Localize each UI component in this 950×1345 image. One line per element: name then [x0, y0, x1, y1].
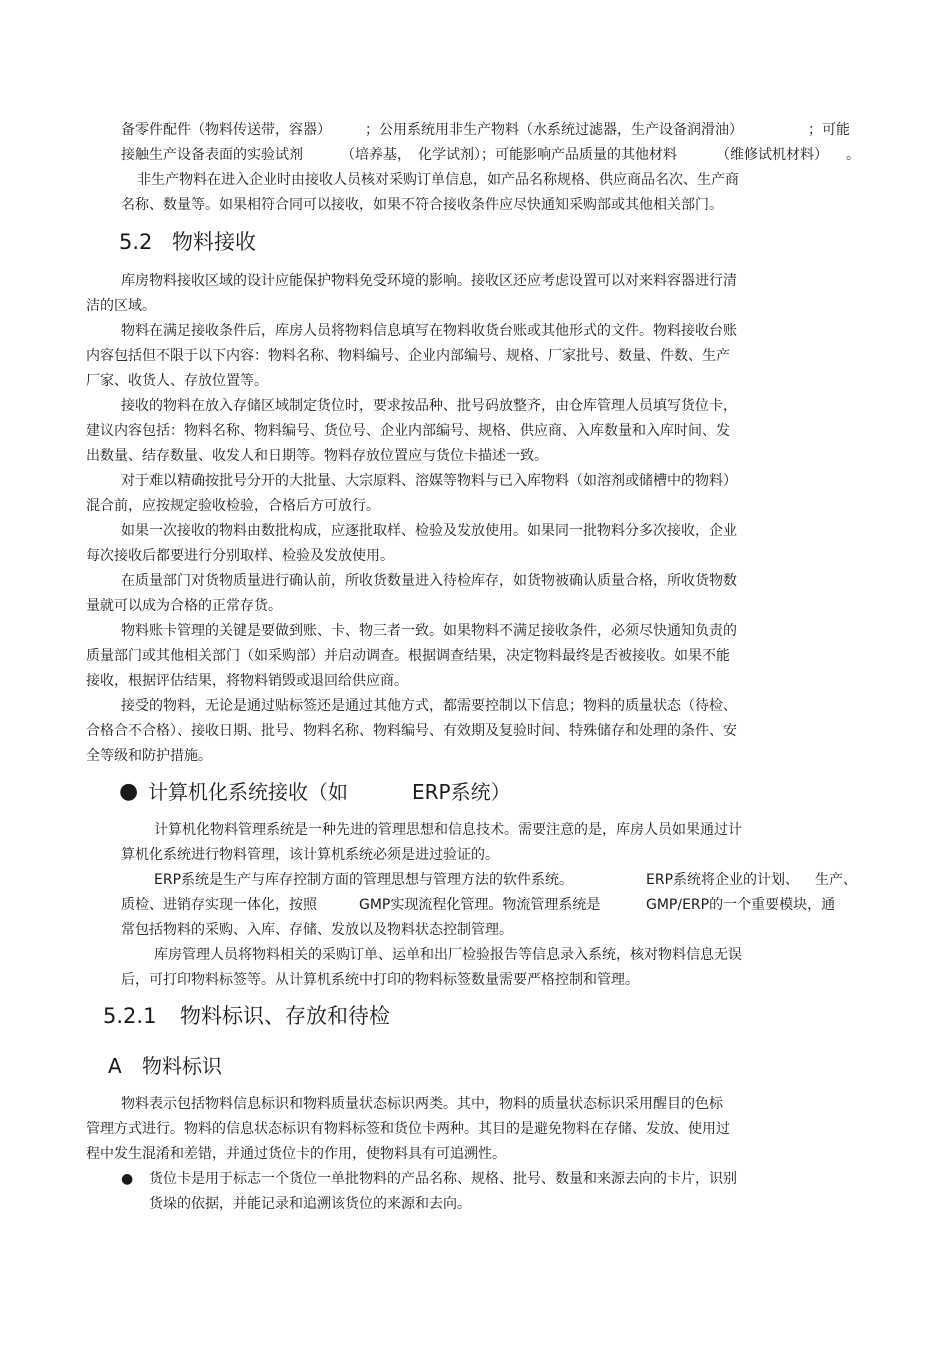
erp-p1-line-1: 计算机化物料管理系统是一种先进的管理思想和信息技术。需要注意的是，库房人员如果通过计 — [154, 822, 742, 838]
sec52-line: 接受的物料，无论是通过贴标签还是通过其他方式，都需要控制以下信息；物料的质量状态（待检、 — [121, 698, 737, 714]
erp-p2-line-1b: ERP系统将企业的计划、 — [646, 872, 800, 888]
intro-line-2d: （维修试机材料） — [716, 147, 828, 163]
intro-line-2e: 。 — [846, 147, 860, 163]
sec52-line: 物料账卡管理的关键是要做到账、卡、物三者一致。如果物料不满足接收条件，必须尽快通知负责的 — [121, 623, 737, 639]
erp-heading-a: 计算机化系统接收（如 — [148, 780, 348, 804]
erp-p1-line-2: 算机化系统进行物料管理，该计算机系统必须是进过验证的。 — [121, 847, 499, 863]
intro-line-2c: 化学试剂）；可能影响产品质量的其他材料 — [418, 147, 677, 163]
intro-line-1c: ；可能 — [808, 122, 850, 138]
section-a-title: 物料标识 — [142, 1054, 222, 1078]
intro-line-2a: 接触生产设备表面的实验试剂 — [121, 147, 303, 163]
sec52-line: 全等级和防护措施。 — [86, 748, 212, 764]
sec52-line: 库房物料接收区域的设计应能保护物料免受环境的影响。接收区还应考虑设置可以对来料容器进行清 — [121, 273, 737, 289]
intro-para2-line-1: 非生产物料在进入企业时由接收人员核对采购订单信息，如产品名称规格、供应商品名次、生产商 — [137, 172, 739, 188]
sec52-line: 出数量、结存数量、收发人和日期等。物料存放位置应与货位卡描述一致。 — [86, 448, 548, 464]
sec52-line: 量就可以成为合格的正常存货。 — [86, 598, 282, 614]
sec-a-p1-line-1: 物料表示包括物料信息标识和物料质量状态标识两类。其中，物料的质量状态标识采用醒目的色标 — [121, 1096, 723, 1112]
section-5-2-number: 5.2 — [119, 230, 153, 254]
erp-p2-line-1a: ERP系统是生产与库存控制方面的管理思想与管理方法的软件系统。 — [154, 872, 574, 888]
section-5-2-1-number: 5.2.1 — [103, 1004, 157, 1028]
sec52-line: 接收，根据评估结果，将物料销毁或退回给供应商。 — [86, 673, 408, 689]
sec52-line: 合格合不合格）、接收日期、批号、物料名称、物料编号、有效期及复验时间、特殊储存和处理的条件、安 — [86, 723, 737, 739]
erp-p2-line-2a: 质检、进销存实现一体化，按照 — [121, 897, 317, 913]
erp-p3-line-2: 后，可打印物料标签等。从计算机系统中打印的物料标签数量需要严格控制和管理。 — [121, 972, 639, 988]
sec52-line: 物料在满足接收条件后，库房人员将物料信息填写在物料收货台账或其他形式的文件。物料接收台账 — [121, 323, 737, 339]
sec52-line: 内容包括但不限于以下内容：物料名称、物料编号、企业内部编号、规格、厂家批号、数量、件数、生产 — [86, 348, 730, 364]
section-a-letter: A — [108, 1054, 122, 1078]
sec52-line: 对于难以精确按批号分开的大批量、大宗原料、溶媒等物料与已入库物料（如溶剂或储槽中的物料） — [121, 473, 737, 489]
sec-a-bullet-line-2: 货垛的依据，并能记录和追溯该货位的来源和去向。 — [149, 1196, 471, 1212]
sec-a-bullet-line-1: 货位卡是用于标志一个货位一单批物料的产品名称、规格、批号、数量和来源去向的卡片，识别 — [149, 1171, 737, 1187]
intro-line-1a: 备零件配件（物料传送带，容器） — [121, 122, 331, 138]
sec52-line: 混合前，应按规定验收检验，合格后方可放行。 — [86, 498, 380, 514]
sec-a-p1-line-3: 程中发生混淆和差错，并通过货位卡的作用，使物料具有可追溯性。 — [86, 1146, 506, 1162]
bullet-dot-icon: ● — [119, 779, 139, 804]
erp-p3-line-1: 库房管理人员将物料相关的采购订单、运单和出厂检验报告等信息录入系统，核对物料信息无误 — [154, 947, 742, 963]
sec52-line: 洁的区域。 — [86, 298, 156, 314]
sec52-line: 接收的物料在放入存储区域制定货位时，要求按品种、批号码放整齐，由仓库管理人员填写货位卡， — [121, 398, 737, 414]
sec52-line: 每次接收后都要进行分别取样、检验及发放使用。 — [86, 548, 394, 564]
section-5-2-1-title: 物料标识、存放和待检 — [180, 1004, 390, 1028]
bullet-dot-icon: ● — [121, 1171, 134, 1187]
erp-heading-b: ERP系统） — [412, 780, 511, 804]
intro-para2-line-2: 名称、数量等。如果相符合同可以接收，如果不符合接收条件应尽快通知采购部或其他相关部门。 — [121, 197, 723, 213]
erp-p2-line-2b: GMP实现流程化管理。物流管理系统是 — [359, 897, 601, 913]
sec-a-p1-line-2: 管理方式进行。物料的信息状态标识有物料标签和货位卡两种。其目的是避免物料在存储、发放、使用过 — [86, 1121, 730, 1137]
sec52-line: 在质量部门对货物质量进行确认前，所收货数量进入待检库存，如货物被确认质量合格，所收货物数 — [121, 573, 737, 589]
sec52-line: 厂家、收货人、存放位置等。 — [86, 373, 268, 389]
erp-p2-line-1c: 生产、 — [815, 872, 857, 888]
erp-p2-line-2c: GMP/ERP的一个重要模块，通 — [646, 897, 836, 913]
intro-line-1b: ；公用系统用非生产物料（水系统过滤器，生产设备润滑油） — [365, 122, 743, 138]
sec52-line: 建议内容包括：物料名称、物料编号、货位号、企业内部编号、规格、供应商、入库数量和入库时间、发 — [86, 423, 730, 439]
intro-line-2b: （培养基， — [341, 147, 411, 163]
section-5-2-title: 物料接收 — [172, 230, 256, 254]
erp-p2-line-3: 常包括物料的采购、入库、存储、发放以及物料状态控制管理。 — [121, 922, 513, 938]
sec52-line: 如果一次接收的物料由数批构成，应逐批取样、检验及发放使用。如果同一批物料分多次接收，企业 — [121, 523, 737, 539]
sec52-line: 质量部门或其他相关部门（如采购部）并启动调查。根据调查结果，决定物料最终是否被接收。如果不能 — [86, 648, 730, 664]
